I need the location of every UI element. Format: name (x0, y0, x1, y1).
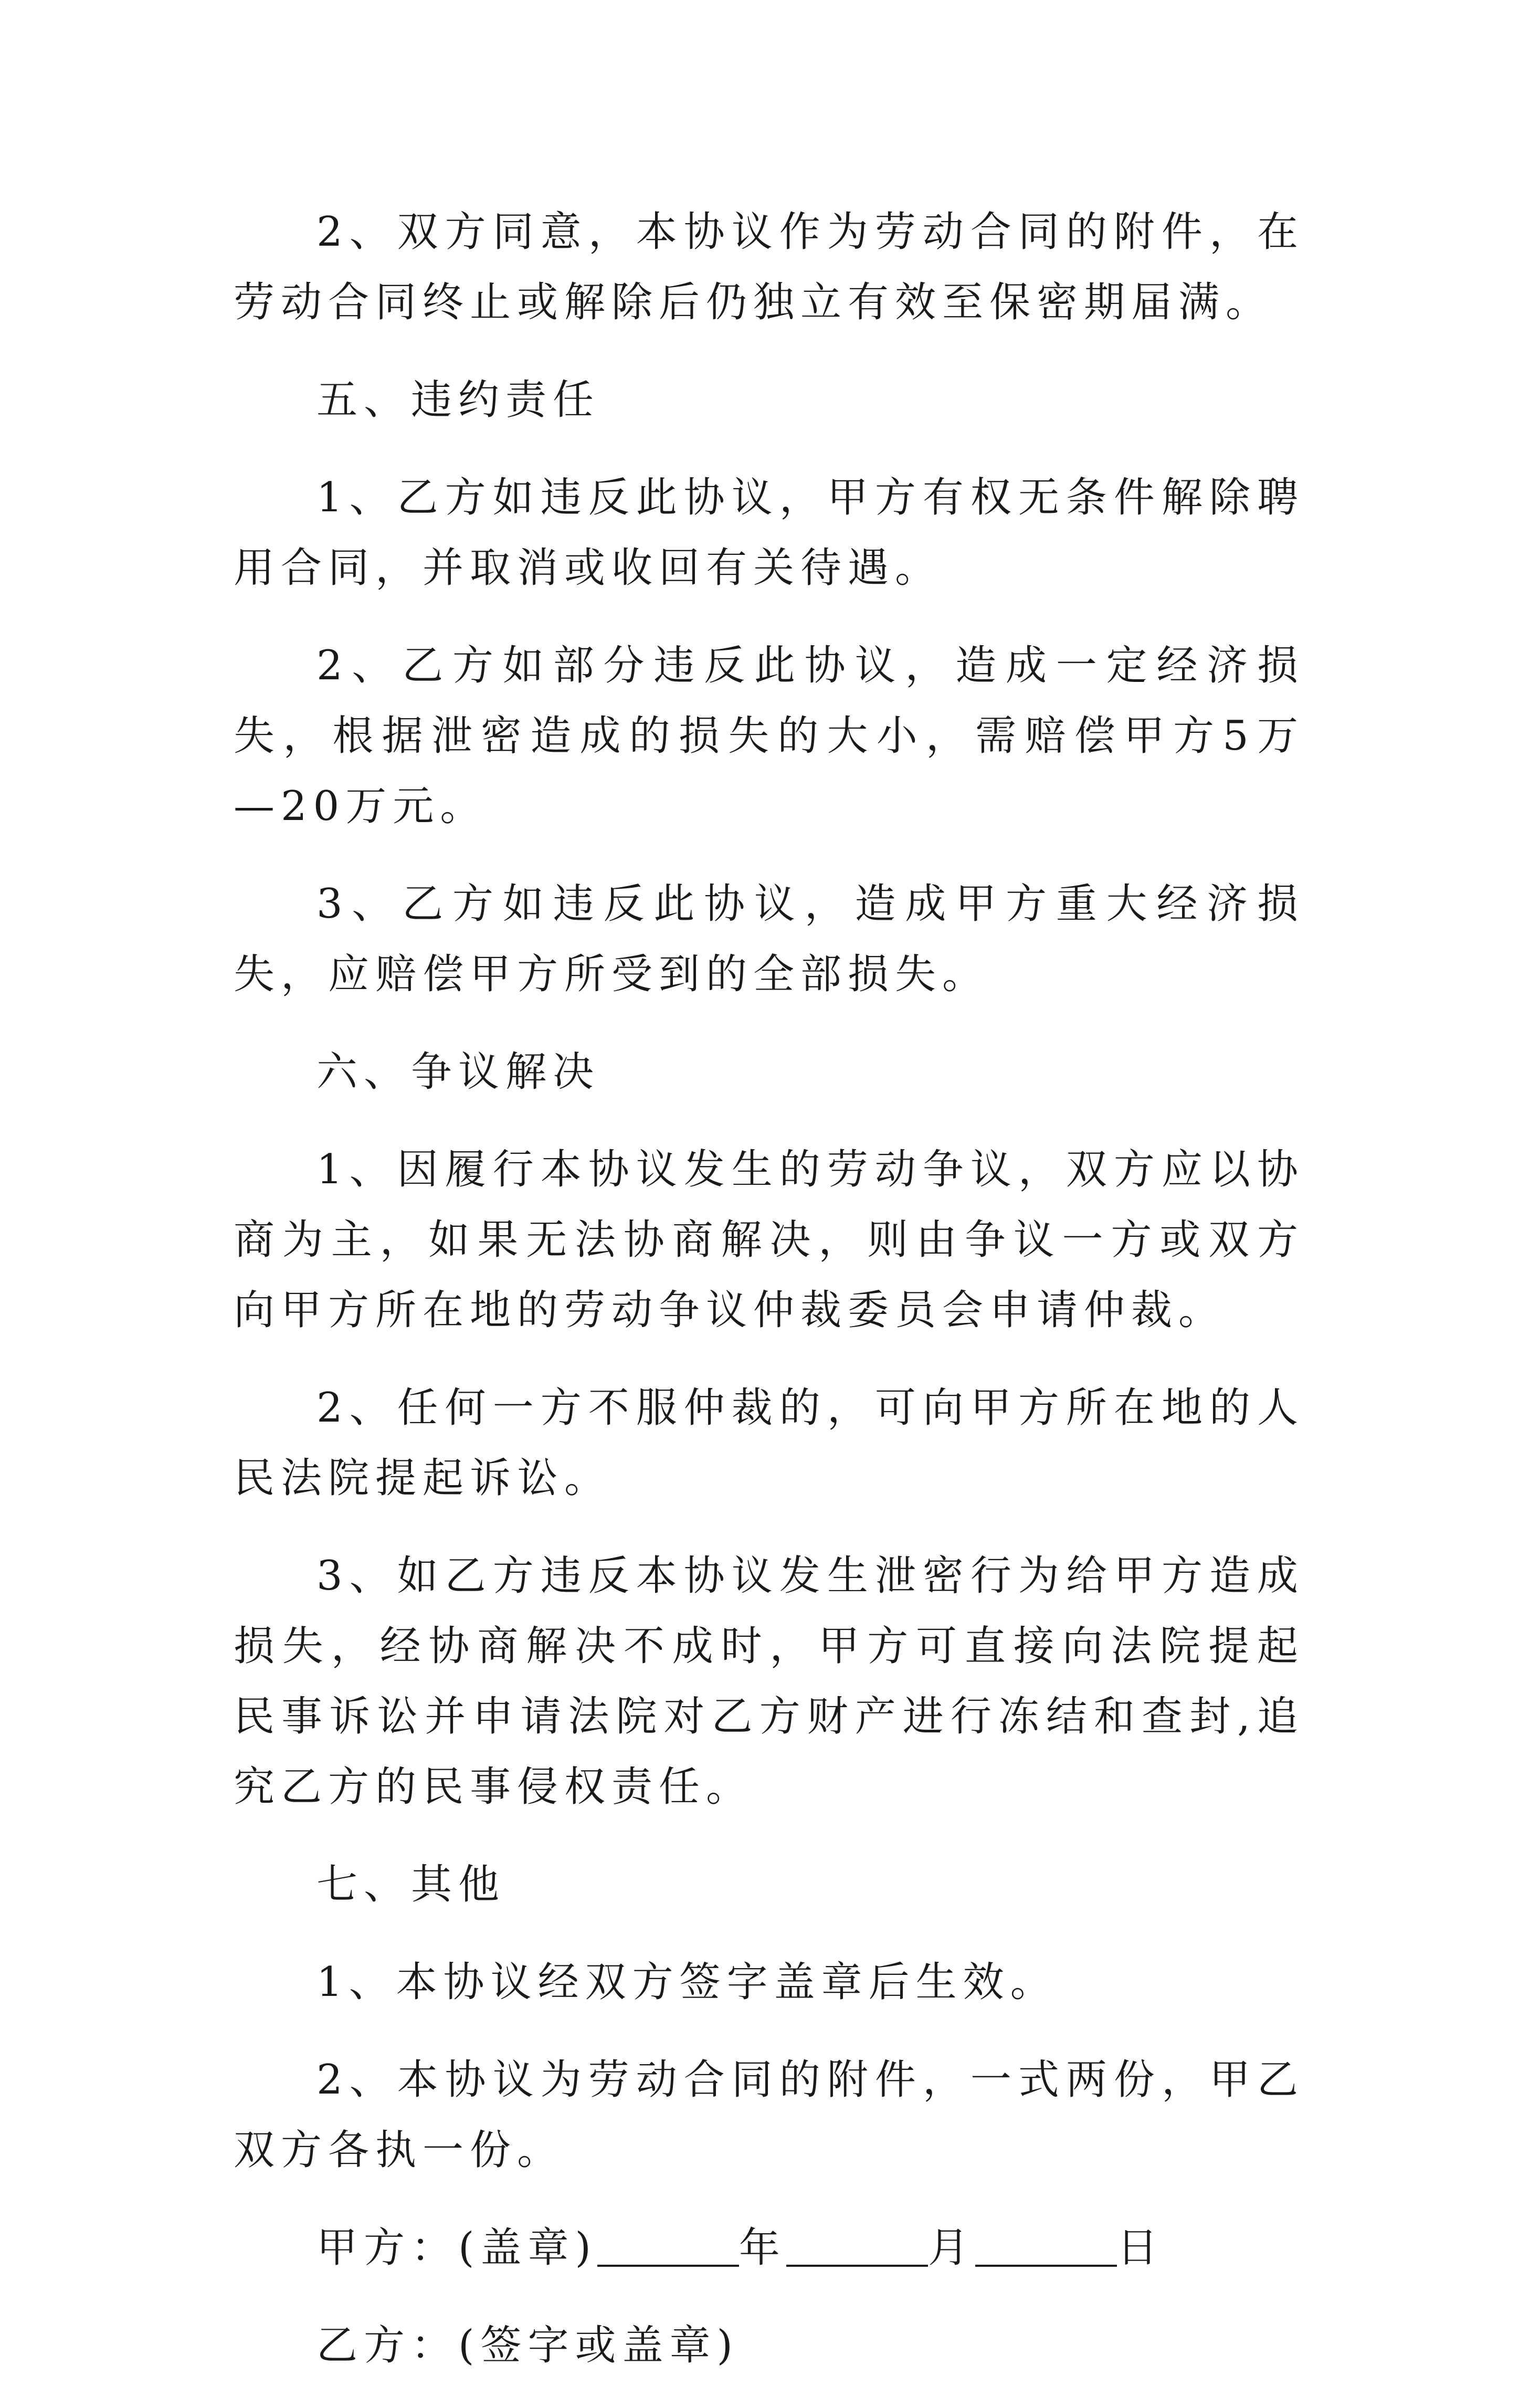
clause-5-3: 3、乙方如违反此协议，造成甲方重大经济损失，应赔偿甲方所受到的全部损失。 (234, 880, 1304, 998)
clause-6-2: 2、任何一方不服仲裁的，可向甲方所在地的人民法院提起诉讼。 (234, 1384, 1304, 1502)
party-b-seal: (签字或盖章) (458, 2322, 739, 2369)
party-b-label: 乙方： (317, 2322, 459, 2369)
party-b-signature-line (234, 2310, 1304, 2381)
clause-5-2: 2、乙方如部分违反此协议，造成一定经济损失，根据泄密造成的损失的大小，需赔偿甲方5万—20万元。 (234, 642, 1304, 830)
section-heading-dispute: 六、争议解决 (317, 1048, 600, 1096)
document-page (234, 197, 1304, 2408)
clause-7-1: 1、本协议经双方签字盖章后生效。 (317, 1959, 1058, 2006)
section-heading-breach: 五、违约责任 (317, 376, 600, 424)
clause-7-2: 2、本协议为劳动合同的附件，一式两份，甲乙双方各执一份。 (234, 2056, 1304, 2174)
day-label: 日 (1116, 2224, 1164, 2272)
month-blank (786, 2223, 928, 2267)
party-a-label: 甲方： (317, 2224, 459, 2272)
month-label: 月 (927, 2224, 975, 2272)
clause-6-3: 3、如乙方违反本协议发生泄密行为给甲方造成损失，经协商解决不成时，甲方可直接向法院提起民事诉讼并申请法院对乙方财产进行冻结和查封,追究乙方的民事侵权责任。 (234, 1552, 1304, 1811)
section-heading-other: 七、其他 (317, 1861, 506, 1908)
clause-5-1: 1、乙方如违反此协议，甲方有权无条件解除聘用合同，并取消或收回有关待遇。 (234, 474, 1304, 592)
year-blank (597, 2223, 739, 2267)
clause-4-2: 2、双方同意，本协议作为劳动合同的附件，在劳动合同终止或解除后仍独立有效至保密期届满。 (234, 208, 1304, 326)
year-label: 年 (739, 2224, 786, 2272)
party-a-signature-line (234, 2213, 1304, 2283)
clause-6-1: 1、因履行本协议发生的劳动争议，双方应以协商为主，如果无法协商解决，则由争议一方或双方向甲方所在地的劳动争议仲裁委员会申请仲裁。 (234, 1146, 1304, 1334)
day-blank (975, 2223, 1117, 2267)
party-a-seal: (盖章) (458, 2224, 597, 2272)
